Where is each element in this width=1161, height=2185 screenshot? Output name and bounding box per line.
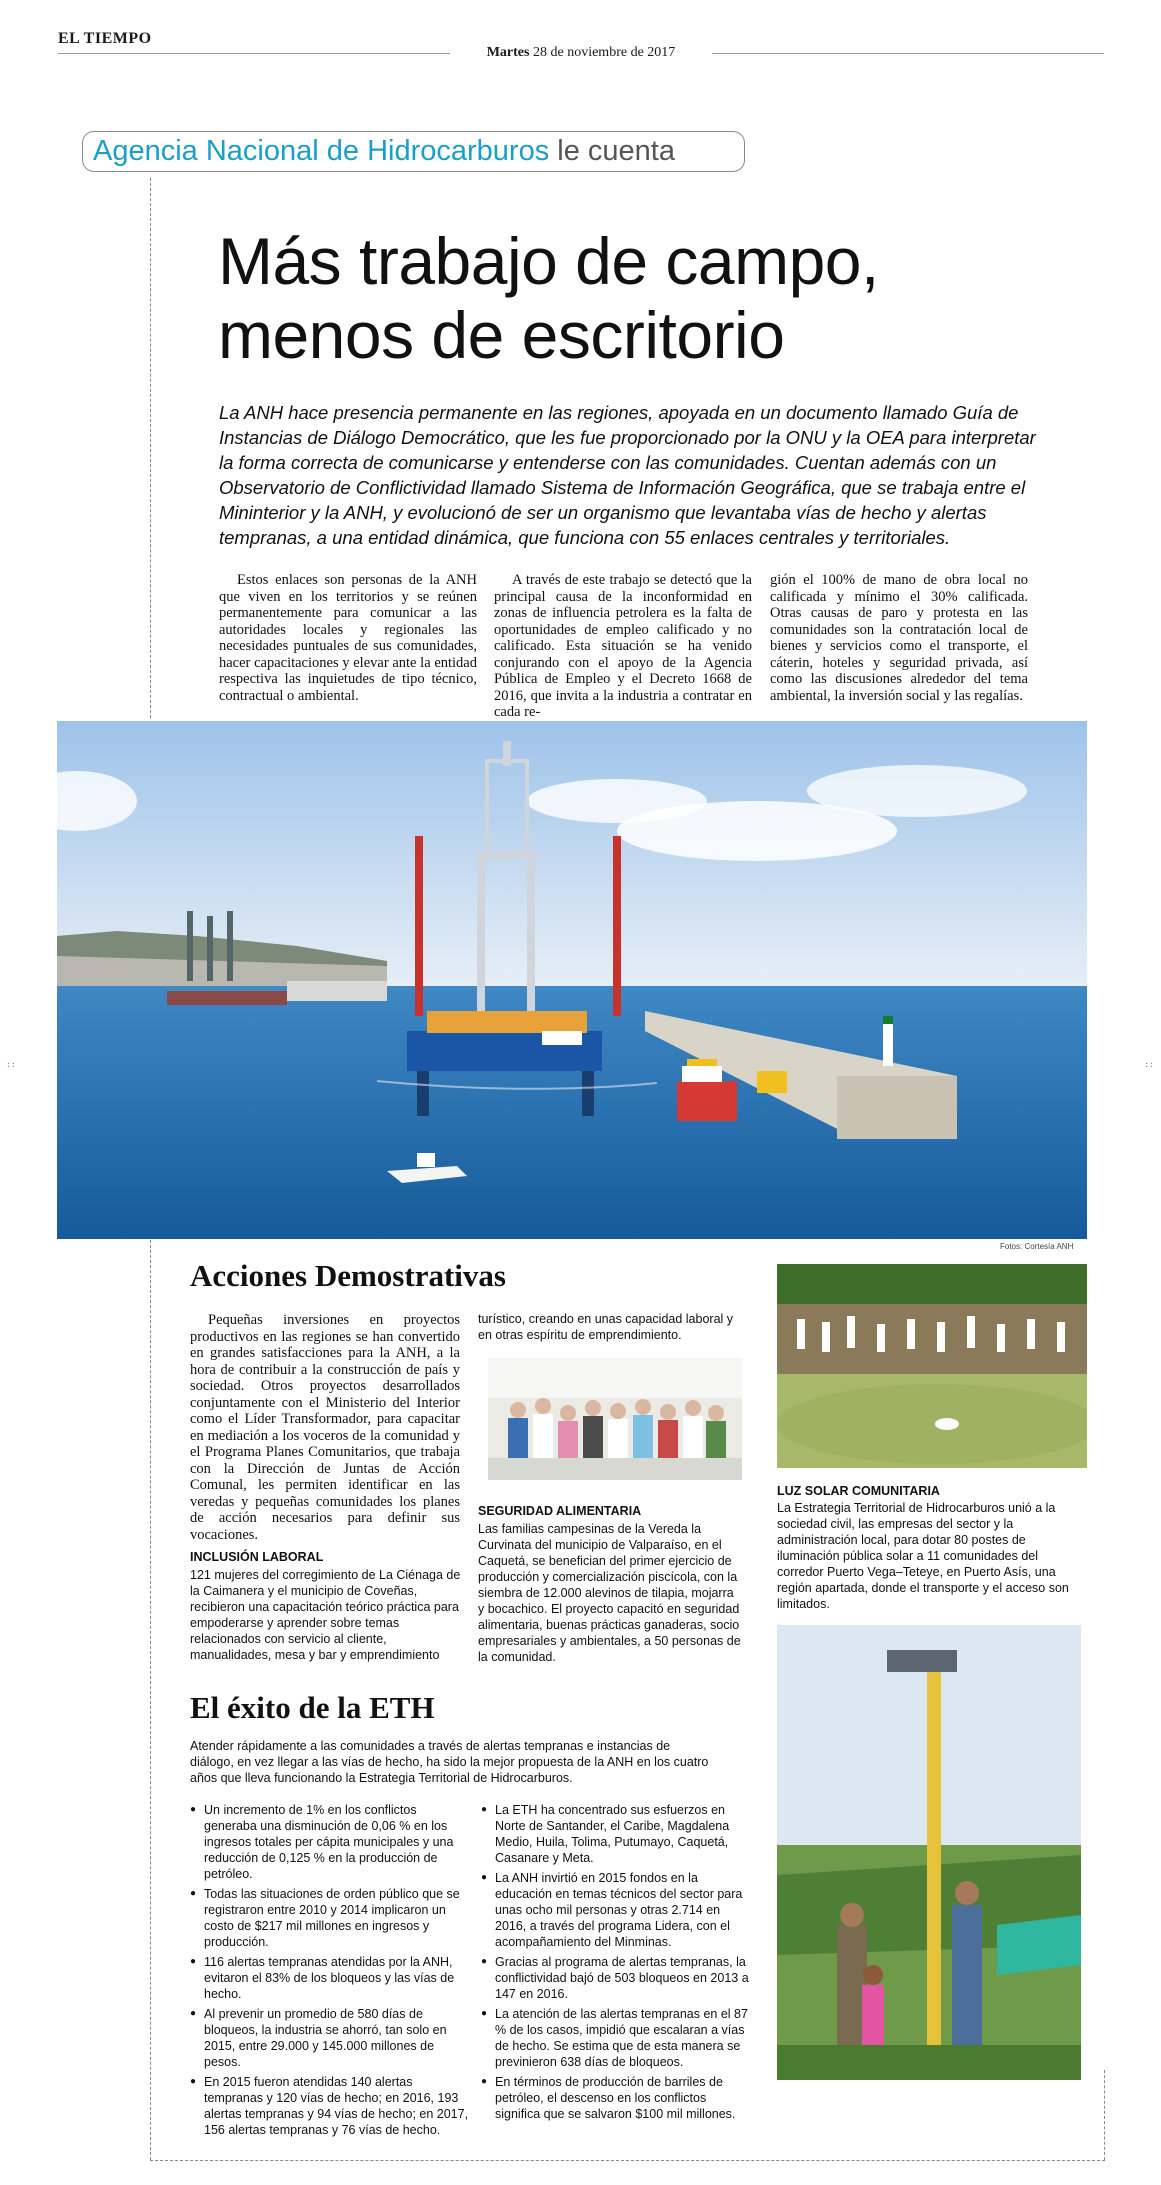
body-paragraph: Estos enlaces son personas de la ANH que viven en los territorios y se reúnen permanentemente para comunicar a las autoridades locales y regionales las necesidades puntuales de sus comunidades, hacer capacitaciones y elevar ante la entidad respectiva las inquietudes de tipo técnico, contractual o ambiental. (219, 572, 477, 704)
column-divider-dashed (150, 1240, 151, 2160)
header-rule-left (58, 53, 450, 54)
photo-credit: Fotos: Cortesía ANH (1000, 1242, 1074, 1251)
bottom-dashed-rule (150, 2160, 1105, 2161)
section-name: Agencia Nacional de Hidrocarburos (93, 135, 550, 167)
bullet-item: ● La ANH invirtió en 2015 fondos en la educación en temas técnicos del sector para unas ocho mil personas y otras 2.714 en 2016, a través del programa Lidera, con el acompañamiento del Minminas. (481, 1870, 753, 1950)
registration-mark: :: (1144, 1060, 1154, 1069)
section-heading-acciones: Acciones Demostrativas (190, 1258, 506, 1293)
body-column-3 (770, 572, 1028, 704)
section-suffix: le cuenta (557, 135, 675, 167)
article-headline (218, 224, 1038, 372)
bullet-item: ● En 2015 fueron atendidas 140 alertas tempranas y 120 vías de hecho; en 2016, 193 alertas tempranas y 94 vías de hecho; en 2017, 156 alertas tempranas y 76 vías de hecho. (190, 2074, 470, 2138)
inclusion-continued: turístico, creando en unas capacidad laboral y en otras espíritu de emprendimiento. (478, 1312, 734, 1342)
photo-fish-pond (777, 1264, 1087, 1468)
registration-mark: :: (6, 1060, 16, 1069)
article-lede: La ANH hace presencia permanente en las regiones, apoyada en un documento llamado Guía de Instancias de Diálogo Democrático, que les fue proporcionado por la ONU y la OEA para interpretar la forma correcta de comunicarse y entenderse con las comunidades. Cuentan además con un Observatorio de Conflictividad llamado Sistema de Información Geográfica, que se trabaja entre el Mininterior y la ANH, y evolucionó de ser un organismo que levantaba vías de hecho y alertas tempranas, a una entidad dinámica, que funciona con 55 enlaces centrales y territoriales. (219, 402, 1036, 548)
subhead-luz-solar: LUZ SOLAR COMUNITARIA (777, 1484, 940, 1498)
eth-bullets-left (190, 1802, 470, 2142)
inclusion-text: 121 mujeres del corregimiento de La Ciénaga de la Caimanera y el municipio de Coveñas, recibieron una capacitación teórico práctica para empoderarse y aprender sobre temas relacionados con servicio al cliente, manualidades, mesa y bar y emprendimiento (190, 1568, 461, 1662)
subhead-seguridad: SEGURIDAD ALIMENTARIA (478, 1504, 642, 1518)
section-title-box (82, 131, 745, 172)
acciones-intro (190, 1312, 460, 1543)
body-column-2 (494, 572, 752, 721)
photo-group-training (488, 1358, 742, 1480)
bullet-item: ● Todas las situaciones de orden público que se registraron entre 2010 y 2014 implicaron un costo de $217 mil millones en ingresos y producción. (190, 1886, 470, 1950)
bullet-item: ● Un incremento de 1% en los conflictos generaba una disminución de 0,06 % en los ingresos totales per cápita municipales y una reducción de 0,125 % en la producción de petróleo. (190, 1802, 470, 1882)
bullet-item: ● 116 alertas tempranas atendidas por la ANH, evitaron el 83% de los bloqueos y las vías de hecho. (190, 1954, 470, 2002)
right-dashed-rule (1104, 2070, 1105, 2160)
bullet-item: ● Gracias al programa de alertas tempranas, la conflictividad bajó de 503 bloqueos en 2013 a 147 en 2016. (481, 1954, 753, 2002)
eth-bullets-right (481, 1802, 753, 2126)
bullet-item: ● En términos de producción de barriles de petróleo, el descenso en los conflictos significa que se salvaron $100 mil millones. (481, 2074, 753, 2122)
body-paragraph: Pequeñas inversiones en proyectos productivos en las regiones se han convertido en grandes satisfacciones para la ANH, a la hora de contribuir a la construcción de país y sociedad. Otros proyectos desarrollados conjuntamente con el Ministerio del Interior como el Líder Transformador, para capacitar en mediación a los voceros de la comunidad y el Programa Planes Comunitarios, que trabaja con la Dirección de Juntas de Acción Comunal, les permiten identificar en las veredas y pequeñas comunidades los planes de acción necesarios para definir sus vocaciones. (190, 1312, 460, 1543)
column-divider-dashed (150, 178, 151, 718)
headline-line-2: menos de escritorio (218, 298, 785, 372)
eth-intro: Atender rápidamente a las comunidades a través de alertas tempranas e instancias de diálogo, en vez llegar a las vías de hecho, ha sido la mejor propuesta de la ANH en los cuatro años que lleva funcionando la Estrategia Territorial de Hidrocarburos. (190, 1739, 709, 1785)
masthead-logo: EL TIEMPO (58, 30, 152, 47)
section-heading-eth: El éxito de la ETH (190, 1690, 435, 1725)
body-paragraph: gión el 100% de mano de obra local no calificada y mínimo el 30% calificada. Otras causas de paro y protesta en las comunidades son la contratación local de bienes y servicios como el transporte, el cáterin, hoteles y seguridad privada, así como las discusiones alrededor del tema ambiental, la inversión social y las regalías. (770, 572, 1028, 704)
dateline (450, 45, 712, 61)
subhead-inclusion: INCLUSIÓN LABORAL (190, 1550, 324, 1564)
header-rule-right (712, 53, 1104, 54)
date-day: Martes (486, 45, 530, 60)
headline-line-1: Más trabajo de campo, (218, 224, 879, 298)
luz-solar-text: La Estrategia Territorial de Hidrocarburos unió a la sociedad civil, las empresas del sector y la administración local, para dotar 80 postes de iluminación pública solar a 11 comunidades del corredor Puerto Vega–Teteye, en Puerto Asís, una región apartada, donde el transporte y el acceso son limitados. (777, 1501, 1069, 1611)
seguridad-text: Las familias campesinas de la Vereda la Curvinata del municipio de Valparaíso, en el Caquetá, se benefician del primer ejercicio de producción y comercialización piscícola, con la siembra de 12.000 alevinos de tilapia, mojarra y bocachico. El proyecto capacitó en seguridad alimentaria, buenas prácticas ganaderas, socio empresariales y ambientales, a 50 personas de la comunidad. (478, 1522, 741, 1664)
photo-solar-pole (777, 1625, 1081, 2080)
bullet-item: ● La atención de las alertas tempranas en el 87 % de los casos, impidió que escalaran a vías de hecho. Se estima que de esta manera se previnieron 638 días de bloqueos. (481, 2006, 753, 2070)
body-paragraph: A través de este trabajo se detectó que la principal causa de la inconformidad en zonas de influencia petrolera es la falta de oportunidades de empleo calificado y no calificado. Esta situación se ha venido conjurando con el apoyo de la Agencia Pública de Empleo y el Decreto 1668 de 2016, que invita a la industria a contratar en cada re- (494, 572, 752, 720)
bullet-item: ● Al prevenir un promedio de 580 días de bloqueos, la industria se ahorró, tan solo en 2015, entre 29.000 y 145.000 millones de pesos. (190, 2006, 470, 2070)
hero-photo-oil-rig (57, 721, 1087, 1239)
date-text: 28 de noviembre de 2017 (532, 45, 676, 60)
body-column-1 (219, 572, 477, 704)
bullet-item: ● La ETH ha concentrado sus esfuerzos en Norte de Santander, el Caribe, Magdalena Medio, Huila, Tolima, Putumayo, Caquetá, Casanare y Meta. (481, 1802, 753, 1866)
